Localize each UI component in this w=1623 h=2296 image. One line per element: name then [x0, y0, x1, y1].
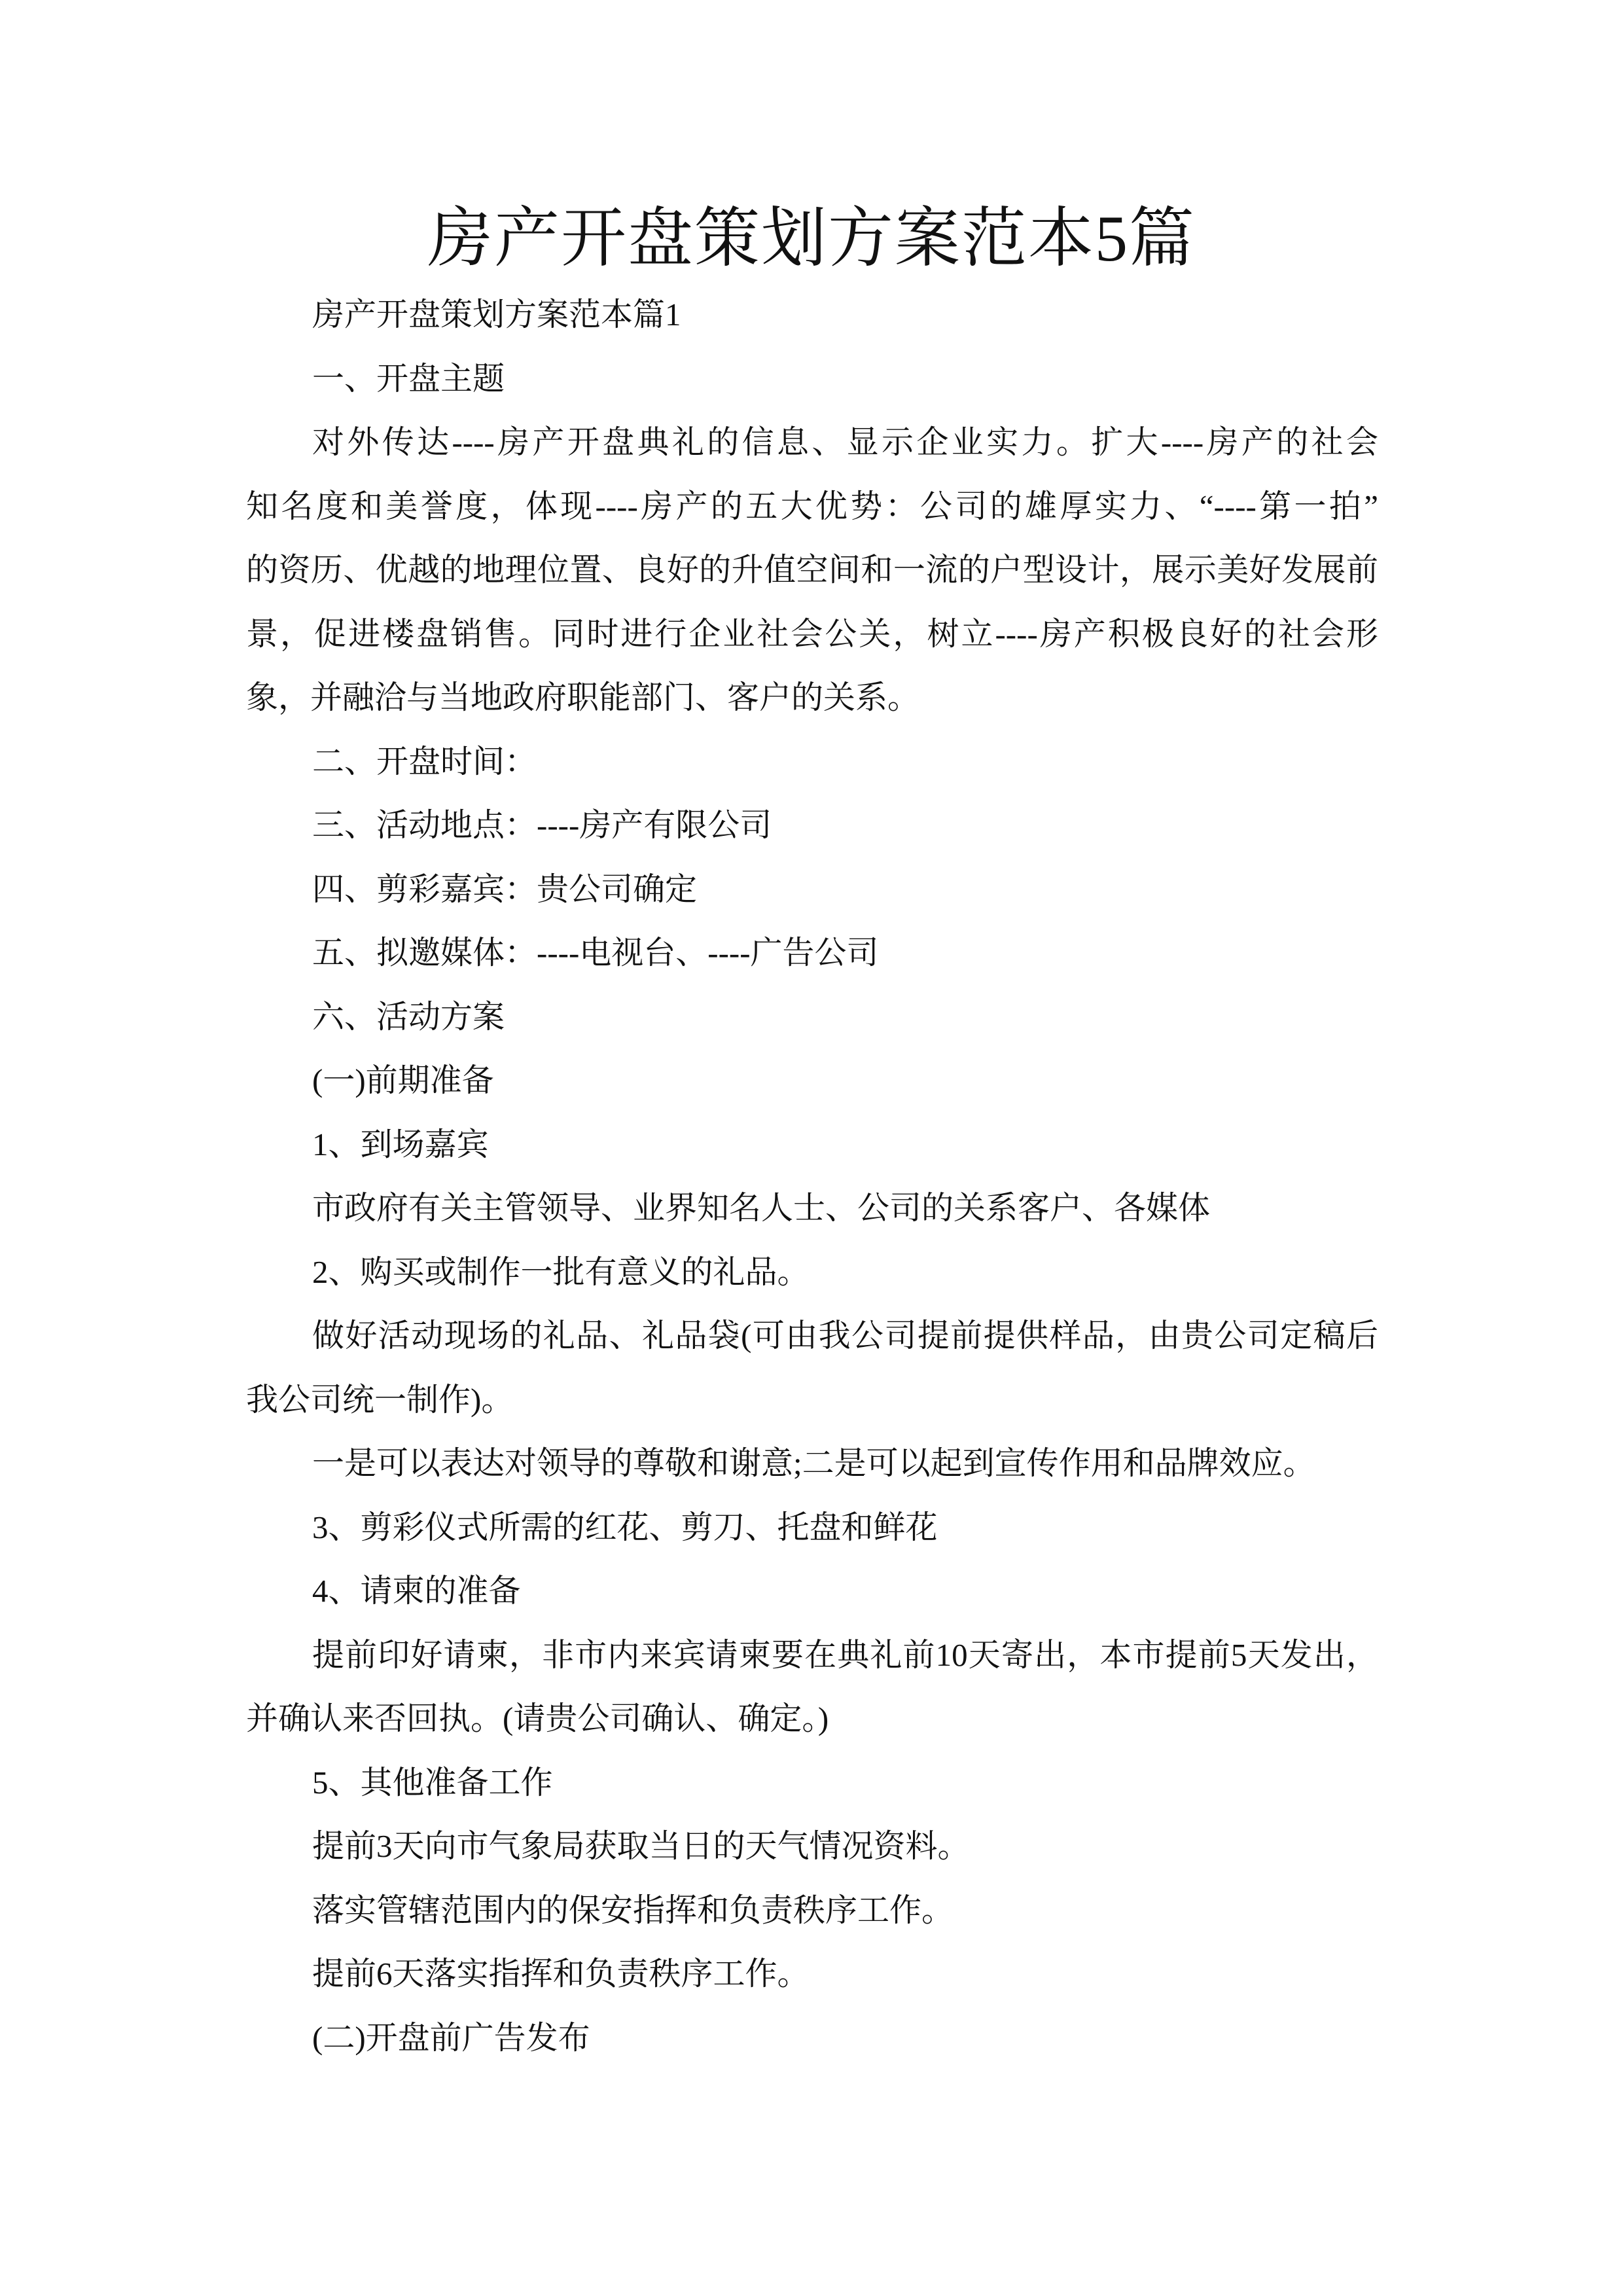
paragraph: [246, 1751, 1378, 1815]
paragraph: [246, 1623, 1378, 1751]
paragraph: [246, 1431, 1378, 1496]
paragraph: [246, 283, 1378, 347]
paragraph-line: 对外传达----房产开盘典礼的信息、显示企业实力。扩大----房产的社会: [312, 424, 1378, 460]
paragraph-line: 象，并融洽与当地政府职能部门、客户的关系。: [246, 679, 920, 715]
paragraph-line: 落实管辖范围内的保安指挥和负责秩序工作。: [312, 1892, 954, 1928]
paragraph-line: 五、拟邀媒体：----电视台、----广告公司: [312, 935, 879, 971]
paragraph-line: 四、剪彩嘉宾：贵公司确定: [312, 870, 698, 907]
paragraph: [246, 347, 1378, 411]
paragraph: [246, 1240, 1378, 1304]
paragraph: [246, 2006, 1378, 2070]
paragraph-line: 一、开盘主题: [312, 360, 505, 397]
paragraph-line: 提前3天向市气象局获取当日的天气情况资料。: [312, 1828, 970, 1864]
paragraph: [246, 857, 1378, 922]
paragraph-line: 知名度和美誉度，体现----房产的五大优势：公司的雄厚实力、“----第一拍”: [246, 488, 1378, 524]
paragraph-line: 市政府有关主管领导、业界知名人士、公司的关系客户、各媒体: [312, 1190, 1211, 1226]
paragraph: [246, 1814, 1378, 1878]
paragraph-line: 房产开盘策划方案范本篇1: [312, 296, 681, 332]
paragraph: [246, 921, 1378, 985]
paragraph: [246, 410, 1378, 730]
paragraph-line: 4、请柬的准备: [312, 1573, 521, 1609]
paragraph-line: 的资历、优越的地理位置、良好的升值空间和一流的户型设计，展示美好发展前: [246, 552, 1378, 588]
paragraph-line: 三、活动地点：----房产有限公司: [312, 807, 772, 843]
paragraph: [246, 1049, 1378, 1113]
paragraph-line: 并确认来否回执。(请贵公司确认、确定。): [246, 1700, 829, 1736]
paragraph-line: 景，促进楼盘销售。同时进行企业社会公关，树立----房产积极良好的社会形: [246, 615, 1378, 652]
paragraph-line: 2、购买或制作一批有意义的礼品。: [312, 1253, 810, 1290]
paragraph: [246, 1176, 1378, 1240]
paragraph-line: 我公司统一制作)。: [246, 1381, 514, 1418]
paragraph: [246, 1113, 1378, 1177]
paragraph-line: 做好活动现场的礼品、礼品袋(可由我公司提前提供样品，由贵公司定稿后: [312, 1318, 1378, 1354]
paragraph-line: 提前6天落实指挥和负责秩序工作。: [312, 1956, 810, 1992]
paragraph-line: (一)前期准备: [312, 1062, 494, 1098]
paragraph-line: (二)开盘前广告发布: [312, 2019, 590, 2056]
paragraph-line: 5、其他准备工作: [312, 1764, 553, 1801]
paragraph-line: 提前印好请柬，非市内来宾请柬要在典礼前10天寄出，本市提前5天发出，: [312, 1636, 1378, 1673]
paragraph: [246, 1878, 1378, 1943]
paragraph-line: 3、剪彩仪式所需的红花、剪刀、托盘和鲜花: [312, 1509, 938, 1545]
paragraph: [246, 793, 1378, 857]
paragraph-line: 一是可以表达对领导的尊敬和谢意;二是可以起到宣传作用和品牌效应。: [312, 1445, 1315, 1481]
document-body: [246, 283, 1378, 2070]
paragraph: [246, 985, 1378, 1049]
paragraph-line: 二、开盘时间：: [312, 743, 537, 780]
paragraph: [246, 730, 1378, 794]
document-title: 房产开盘策划方案范本5篇: [427, 202, 1196, 275]
paragraph-line: 六、活动方案: [312, 998, 505, 1035]
paragraph: [246, 1559, 1378, 1623]
paragraph: [246, 1304, 1378, 1431]
paragraph: [246, 1942, 1378, 2006]
paragraph-line: 1、到场嘉宾: [312, 1126, 489, 1162]
paragraph: [246, 1496, 1378, 1560]
